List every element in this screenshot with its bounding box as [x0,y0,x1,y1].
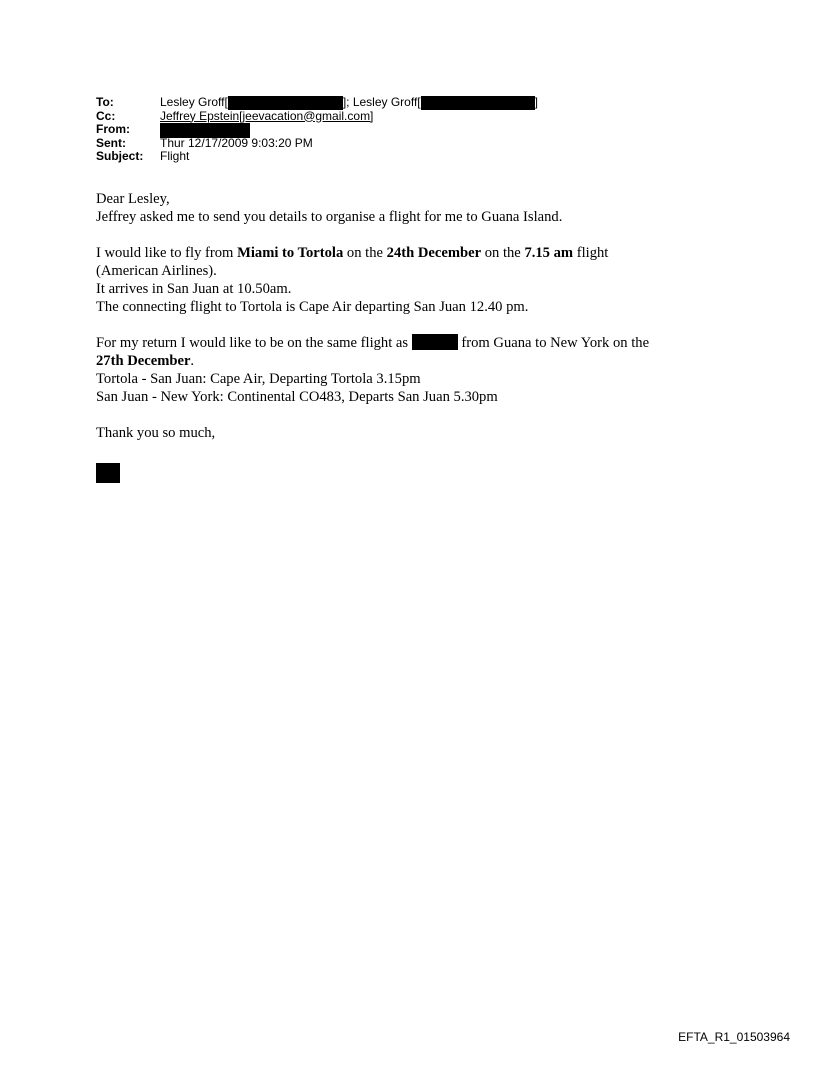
return-leg-2: San Juan - New York: Continental CO483, Departs San Juan 5.30pm [96,389,498,405]
cc-contact: Jeffrey Epstein[jeevacation@gmail.com] [160,108,374,123]
closing: Thank you so much, [96,425,216,441]
intro-paragraph: Jeffrey asked me to send you details to organise a flight for me to Guana Island. [96,209,563,225]
connection-line: The connecting flight to Tortola is Cape Air departing San Juan 12.40 pm. [96,299,529,315]
redaction-block [421,96,535,110]
arrival-line: It arrives in San Juan at 10.50am. [96,281,292,297]
signature-redaction-block [96,463,120,483]
email-body [96,190,736,442]
date-bold: 24th December [386,245,482,261]
to-close-bracket: ] [534,95,538,109]
route-bold: Miami to Tortola [237,245,344,261]
airline-line: (American Airlines). [96,263,217,279]
return-date-bold: 27th December [96,353,191,369]
cc-value [160,110,373,124]
subject-label: Subject: [96,149,144,163]
subject-value: Flight [160,149,190,163]
from-label: From: [96,122,130,136]
time-bold: 7.15 am [524,245,574,261]
text-segment: on the [481,245,525,261]
text-segment: on the [343,245,387,261]
text-segment: For my return I would like to be on the same flight as [96,335,412,351]
to-recipient-1-name: Lesley Groff[ [160,95,228,109]
return-date-line [96,352,736,370]
greeting: Dear Lesley, [96,191,170,207]
cc-label: Cc: [96,108,116,123]
text-segment: from Guana to New York on the [457,335,650,351]
redaction-block [412,334,458,350]
sent-value: Thur 12/17/2009 9:03:20 PM [160,135,313,150]
return-leg-1: Tortola - San Juan: Cape Air, Departing Tortola 3.15pm [96,371,421,387]
return-flight-line [96,334,736,352]
text-segment: . [190,353,195,369]
to-label: To: [96,95,114,109]
text-segment: flight [573,245,609,261]
document-id: EFTA_R1_01503964 [678,1030,790,1044]
to-recipient-2-name: ]; Lesley Groff[ [342,95,421,109]
outbound-flight-line [96,244,736,262]
sent-label: Sent: [96,135,126,150]
text-segment: I would like to fly from [96,245,238,261]
